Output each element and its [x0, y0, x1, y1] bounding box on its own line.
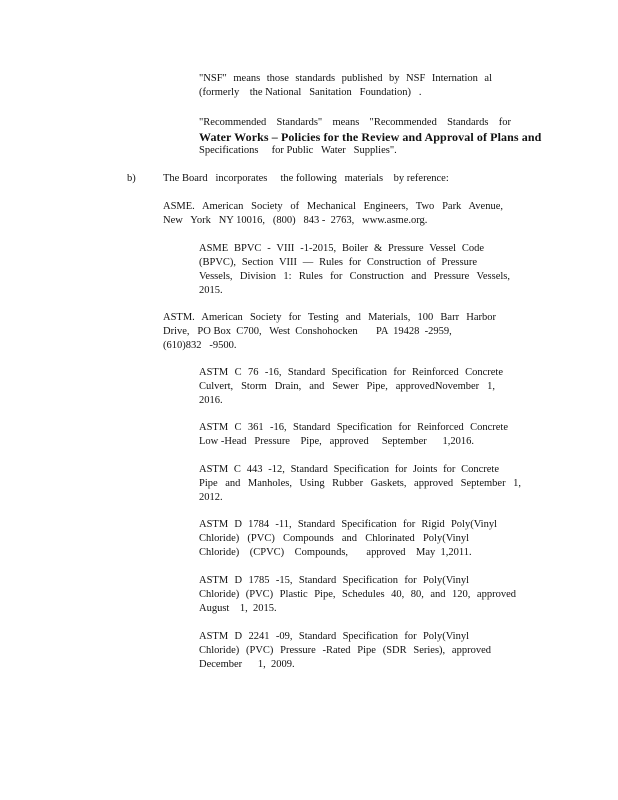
standard-line: Low -Head Pressure Pipe, approved September 1,2016. [199, 436, 474, 447]
standard-line: Culvert, Storm Drain, and Sewer Pipe, approvedNovember 1, [199, 381, 495, 392]
standard-line: ASTM D 1785 -15, Standard Specification for Poly(Vinyl [199, 575, 469, 586]
standard-line: Chloride) (PVC) Plastic Pipe, Schedules 40, 80, and 120, approved [199, 589, 516, 600]
standard-line: Pipe and Manholes, Using Rubber Gaskets, approved September 1, [199, 478, 521, 489]
standard-line: Chloride) (CPVC) Compounds, approved May 1,2011. [199, 547, 472, 558]
document-title-reference: Water Works – Policies for the Review and Approval of Plans and [199, 130, 542, 144]
standard-line: Vessels, Division 1: Rules for Construction and Pressure Vessels, [199, 271, 510, 282]
organization-line: ASTM. American Society for Testing and Materials, 100 Barr Harbor [163, 312, 496, 323]
standard-line: ASTM C 443 -12, Standard Specification for Joints for Concrete [199, 464, 499, 475]
definition-line: Specifications for Public Water Supplies". [199, 145, 397, 156]
standard-astm-c443 [199, 463, 524, 505]
standard-line: December 1, 2009. [199, 659, 295, 670]
standard-line: Chloride) (PVC) Pressure -Rated Pipe (SDR Series), approved [199, 645, 491, 656]
organization-line: ASME. American Society of Mechanical Engineers, Two Park Avenue, [163, 201, 503, 212]
standard-line: (BPVC), Section VIII — Rules for Construction of Pressure [199, 257, 477, 268]
standard-line: ASTM C 361 -16, Standard Specification for Reinforced Concrete [199, 422, 508, 433]
organization-asme [163, 200, 508, 228]
standard-line: ASTM C 76 -16, Standard Specification for Reinforced Concrete [199, 367, 503, 378]
standard-astm-d2241 [199, 630, 499, 672]
standard-line: Chloride) (PVC) Compounds and Chlorinated Poly(Vinyl [199, 533, 469, 544]
standard-line: 2016. [199, 395, 223, 406]
organization-line: Drive, PO Box C700, West Conshohocken PA 19428 -2959, [163, 326, 452, 337]
standard-line: August 1, 2015. [199, 603, 277, 614]
standard-line: ASTM D 2241 -09, Standard Specification for Poly(Vinyl [199, 631, 469, 642]
standard-astm-c76 [199, 366, 509, 408]
standard-astm-d1784 [199, 518, 504, 560]
definition-recommended-standards [199, 116, 559, 158]
standard-line: 2015. [199, 285, 223, 296]
standard-asme-bpvc [199, 242, 514, 298]
standard-astm-d1785 [199, 574, 519, 616]
organization-line: New York NY 10016, (800) 843 - 2763, www.asme.org. [163, 215, 428, 226]
section-b-intro: The Board incorporates the following materials by reference: [163, 173, 449, 184]
definition-line: "NSF" means those standards published by NSF Internation al [199, 73, 492, 84]
definition-nsf [199, 72, 499, 100]
standard-line: ASTM D 1784 -11, Standard Specification for Rigid Poly(Vinyl [199, 519, 497, 530]
section-b-marker: b) [127, 173, 136, 184]
standard-line: ASME BPVC - VIII -1-2015, Boiler & Pressure Vessel Code [199, 243, 484, 254]
standard-line: 2012. [199, 492, 223, 503]
standard-astm-c361 [199, 421, 509, 449]
definition-line: "Recommended Standards" means "Recommended Standards for [199, 117, 511, 128]
organization-astm [163, 311, 503, 353]
definition-line: (formerly the National Sanitation Foundation) . [199, 87, 422, 98]
organization-line: (610)832 -9500. [163, 340, 237, 351]
